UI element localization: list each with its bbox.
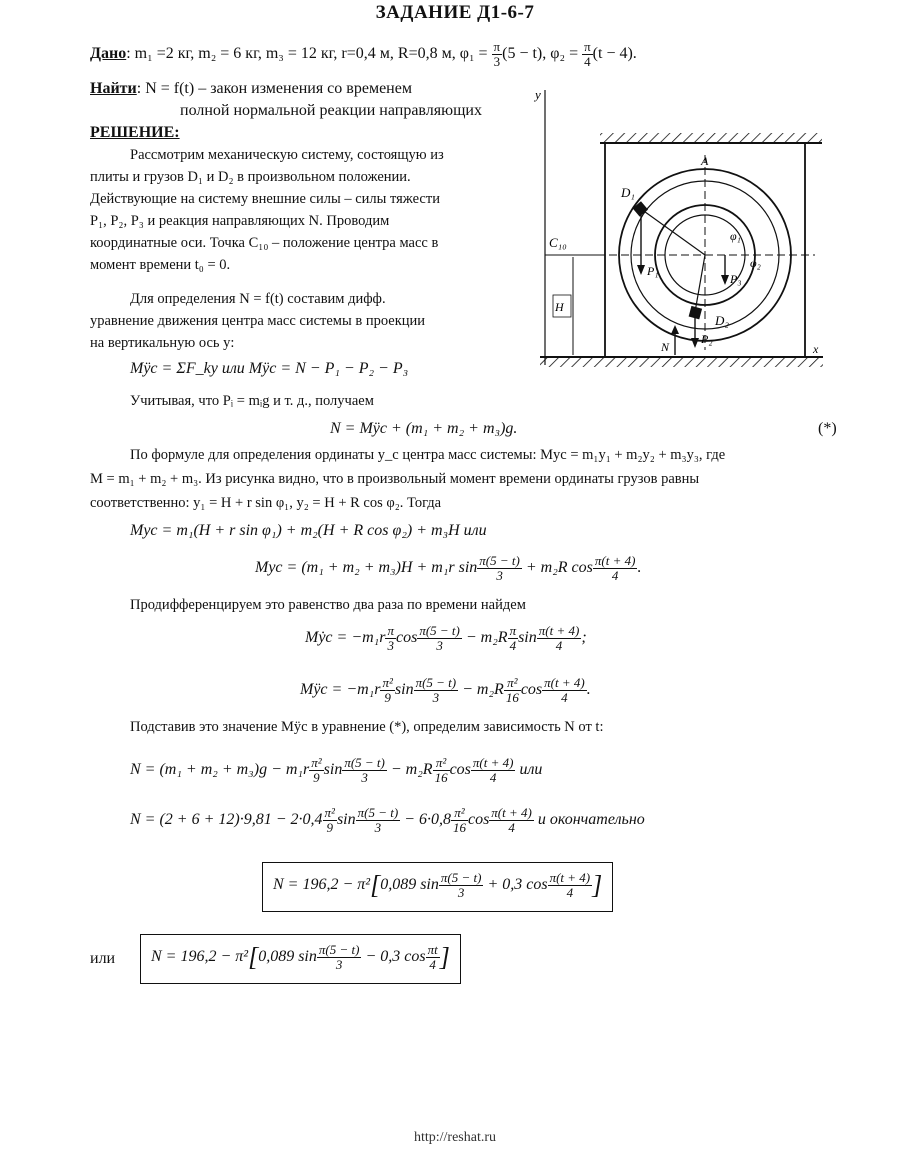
text-line: Для определения N = f(t) составим дифф. [130, 291, 386, 307]
final-result-box-alt: N = 196,2 − π²[0,089 sin $\frac{\pi(5 - t)}{3}$ − 0,3 cos $\frac{\pi t}{4}$ ] [140, 934, 461, 984]
load-d1 [633, 201, 648, 216]
c10-label: C₁₀ [549, 235, 567, 250]
given-phi1-tail: (5 − t), φ₂ = [502, 45, 583, 63]
d1-label: D₁ [621, 185, 635, 200]
text-line: на вертикальную ось y: [90, 335, 235, 351]
solution-label: РЕШЕНИЕ: [90, 124, 180, 141]
arrow-down-icon [691, 338, 699, 348]
text-line: соответственно: y₁ = H + r sin φ₁, y₂ = H + R cos φ₂. Тогда [90, 495, 442, 511]
text-line: момент времени t₀ = 0. [90, 257, 231, 273]
find-label: Найти [90, 80, 137, 97]
text-line: координатные оси. Точка C₁₀ – положение центра масс в [90, 235, 439, 251]
equation: Myc = (m₁ + m₂ + m₃)H + m₁r sin $\frac{\pi(5 - t)}{3}$ + m₂R cos $\frac{\pi(t + 4)}{4}$ . [255, 553, 642, 583]
text-line: Продифференцируем это равенство два раза по времени найдем [130, 597, 526, 613]
equation: Myc = m₁(H + r sin φ₁) + m₂(H + R cos φ₂) + m₃H или [130, 522, 487, 539]
equation: N = (2 + 6 + 12)·9,81 − 2·0,4 $\frac{\text{π²}}{9}$ sin $\frac{\pi(5 - t)}{3}$ − 6·0,8 $\frac{\text{π²}}{16}$ cos $\frac{\pi(t + 4)}{4}$ и окончательно [130, 805, 645, 835]
equation: Mẏc = −m₁r $\frac{\pi}{3}$ cos $\frac{\pi(5 - t)}{3}$ − m₂R $\frac{\pi}{4}$ sin $\frac{\pi(t + 4)}{4}$ ; [305, 623, 587, 653]
radius-line-2 [695, 255, 705, 312]
y-axis-label: y [535, 87, 541, 102]
find-line-2: полной нормальной реакции направляющих [180, 102, 482, 119]
or-label: или [90, 950, 116, 967]
arrow-down-icon [721, 275, 729, 285]
text-line: плиты и грузов D₁ и D₂ в произвольном положении. [90, 169, 411, 185]
text-line: P₁, P₂, P₃ и реакция направляющих N. Проводим [90, 213, 390, 229]
p1-label: P₁ [647, 264, 659, 278]
given-phi2-tail: (t − 4). [592, 45, 637, 63]
arrow-down-icon [637, 265, 645, 275]
phi1-fraction: $\frac{\pi}{3}$ [493, 39, 501, 69]
final-result-box: N = 196,2 − π²[0,089 sin $\frac{\pi(5 - t)}{3}$ + 0,3 cos $\frac{\pi(t + 4)}{4}$ ] [262, 862, 613, 912]
p2-label: P₂ [701, 332, 713, 346]
equation: Mÿc = −m₁r $\frac{\text{π²}}{9}$ sin $\frac{\pi(5 - t)}{3}$ − m₂R $\frac{\text{π²}}{16}$ cos $\frac{\pi(t + 4)}{4}$ . [300, 675, 591, 705]
x-axis-label: x [813, 342, 819, 356]
arrow-up-icon [671, 325, 679, 334]
text-line: Учитывая, что Pᵢ = mᵢg и т. д., получаем [130, 393, 374, 409]
p3-label: P₃ [730, 272, 742, 286]
page-title: ЗАДАНИЕ Д1-6-7 [375, 2, 535, 23]
text-line: По формуле для определения ординаты y_c центра масс системы: Myc = m₁y₁ + m₂y₂ + m₃y₃, где [130, 447, 726, 463]
phi2-fraction: $\frac{\pi}{4}$ [584, 39, 591, 69]
text-line: M = m₁ + m₂ + m₃. Из рисунка видно, что в произвольный момент времени ординаты грузов равны [90, 471, 700, 487]
given-label: Дано [90, 45, 127, 63]
n-label: N [661, 340, 670, 354]
given-text: : m₁ =2 кг, m₂ = 6 кг, m₃ = 12 кг, r=0,4 м, R=0,8 м, φ₁ = [126, 45, 492, 63]
phi1-label: φ₁ [730, 229, 741, 243]
footer-url[interactable]: http://reshat.ru [413, 1130, 497, 1145]
text-line: Рассмотрим механическую систему, состоящую из [130, 147, 444, 163]
point-a-label: A [701, 154, 709, 168]
equation: Mÿc = ΣF_ky или Mÿc = N − P₁ − P₂ − P₃ [130, 360, 409, 377]
equation-star: N = Mÿc + (m₁ + m₂ + m₃)g. [330, 420, 518, 437]
floor-hatch [540, 358, 823, 367]
text-line: Подставив это значение Mÿc в уравнение (*), определим зависимость N от t: [130, 719, 604, 735]
equation-tag: (*) [818, 420, 837, 437]
d2-label: D₂ [715, 313, 729, 328]
given-line [90, 40, 637, 69]
mechanism-figure [525, 85, 825, 385]
ceiling-hatch [600, 133, 822, 142]
phi2-label: φ₂ [750, 256, 761, 270]
find-line [90, 80, 412, 98]
equation: N = (m₁ + m₂ + m₃)g − m₁r $\frac{\text{π²}}{9}$ sin $\frac{\pi(5 - t)}{3}$ − m₂R $\frac{\text{π²}}{16}$ cos $\frac{\pi(t + 4)}{4}$ или [130, 755, 543, 785]
h-label: H [555, 300, 564, 314]
text-line: Действующие на систему внешние силы – силы тяжести [90, 191, 440, 207]
text-line: уравнение движения центра масс системы в проекции [90, 313, 426, 329]
find-text: : N = f(t) – закон изменения со временем [136, 80, 412, 97]
